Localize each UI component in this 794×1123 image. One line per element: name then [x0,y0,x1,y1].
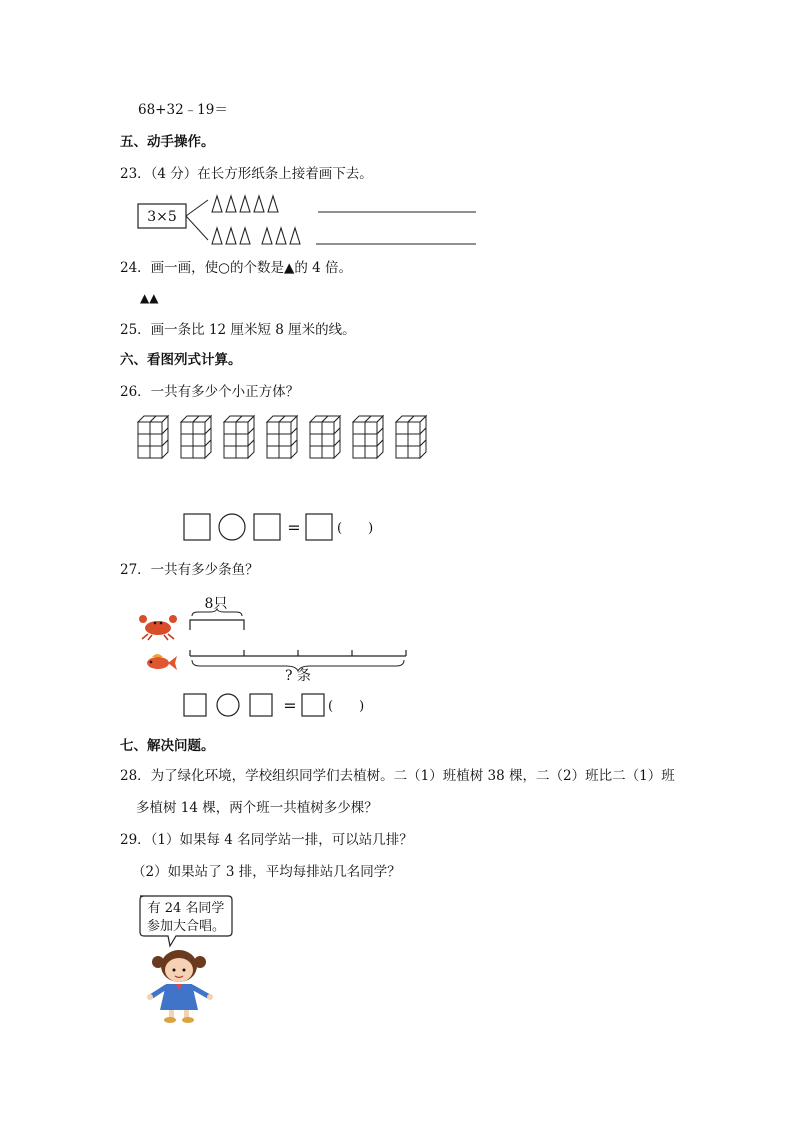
q23-box-label: 3×5 [147,209,177,225]
cube-stack [224,416,254,458]
crab-icon [139,615,177,640]
q27-figure [136,590,412,722]
question-29-part-2: （2）如果站了 3 排，平均每排站几名同学？ [132,864,401,880]
q27-crab-segment [190,620,244,630]
question-28-line-1: 28．为了绿化环境，学校组织同学们去植树。二（1）班植树 38 棵，二（2）班比二（1）班 [120,768,675,784]
section-5-heading: 五、动手操作。 [120,134,215,150]
cube-stack [353,416,383,458]
question-24: 24．画一画，使○的个数是▲的 4 倍。 [120,260,353,276]
q27-bottom-label: ? 条 [285,668,311,684]
q27-box-3 [302,694,324,716]
q23-figure [136,192,478,248]
q23-triangles-row1 [212,196,278,212]
cube-stacks [138,416,426,458]
bubble-line-2: 参加大合唱。 [146,919,226,934]
q29-figure [136,892,236,1026]
girl-icon [147,950,213,1023]
section-7-heading: 七、解决问题。 [120,738,215,754]
calc-expression: 68+32﹣19＝ [138,102,228,118]
question-29-part-1: 29．（1）如果每 4 名同学站一排，可以站几排？ [120,832,413,848]
q24-triangles: ▲▲ [140,291,159,305]
cube-stack [138,416,168,458]
question-28-line-2: 多植树 14 棵，两个班一共植树多少棵？ [136,800,378,816]
q26-box-2 [254,514,280,540]
q23-triangles-row2 [212,228,300,244]
q27-fish-ticks [190,650,406,656]
q27-top-label: 8只 [204,596,228,612]
q26-box-1 [184,514,210,540]
bubble-line-1: 有 24 名同学 [147,901,225,916]
q26-box-3 [306,514,332,540]
q26-equals: = [287,518,301,537]
cube-stack [181,416,211,458]
cube-stack [310,416,340,458]
question-23: 23．（4 分）在长方形纸条上接着画下去。 [120,166,373,182]
q27-equals: = [283,696,297,715]
cube-stack [396,416,426,458]
q23-branch-bottom [186,216,208,240]
q23-branch-top [186,200,208,216]
q27-unit-paren: ( ) [328,699,365,714]
question-25: 25．画一条比 12 厘米短 8 厘米的线。 [120,322,356,338]
q27-top-brace [192,609,242,616]
q26-unit-paren: ( ) [337,521,374,536]
q27-operator-circle [217,694,239,716]
q27-box-1 [184,694,206,716]
fish-icon [147,654,177,670]
cube-stack [267,416,297,458]
section-6-heading: 六、看图列式计算。 [120,352,242,368]
q26-operator-circle [219,514,245,540]
question-26: 26．一共有多少个小正方体？ [120,384,300,400]
question-27: 27．一共有多少条鱼？ [120,562,259,578]
q26-figure [136,412,438,546]
q27-box-2 [250,694,272,716]
